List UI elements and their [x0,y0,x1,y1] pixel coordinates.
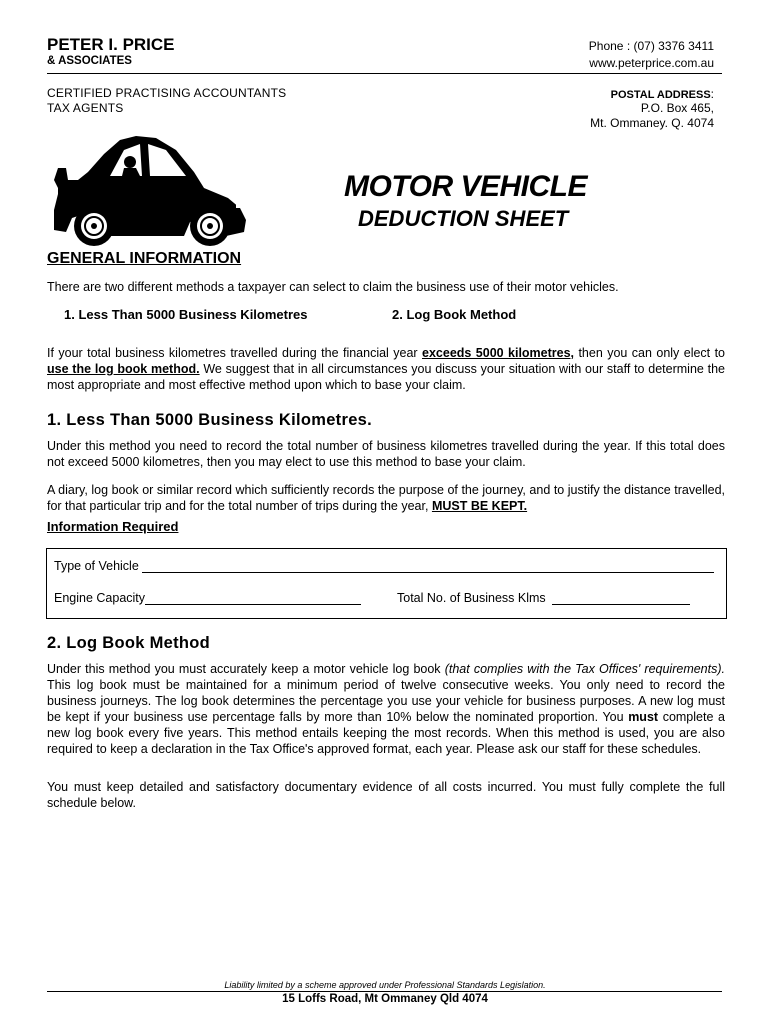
header-divider [47,73,722,74]
information-required-heading: Information Required [47,519,179,534]
general-intro: There are two different methods a taxpayer can select to claim the business use of their motor vehicles. [47,280,619,294]
section-one-paragraph: Under this method you need to record the total number of business kilometres travelled during the year. If this total does not exceed 5000 kilometres, then you may elect to use this method to base your claim. [47,439,725,469]
document-subtitle: DEDUCTION SHEET [358,206,569,231]
section-two-heading: 2. Log Book Method [47,634,211,652]
engine-capacity-field[interactable] [54,591,361,605]
total-business-klms-field[interactable] [397,591,690,605]
firm-name: PETER I. PRICE [47,35,175,54]
certification-line: CERTIFIED PRACTISING ACCOUNTANTS [47,86,287,100]
total-business-klms-label: Total No. of Business Klms [397,591,546,605]
phone-number: Phone : (07) 3376 3411 [588,39,714,53]
postal-box: P.O. Box 465, [640,101,714,115]
document-title: MOTOR VEHICLE [344,170,587,203]
engine-capacity-label: Engine Capacity [54,591,146,605]
footer-address: 15 Loffs Road, Mt Ommaney Qld 4074 [282,993,488,1005]
total-business-klms-line[interactable] [552,592,690,605]
footer-divider [47,991,722,992]
website: www.peterprice.com.au [589,56,714,70]
method-two-label: 2. Log Book Method [392,307,517,322]
tax-agents-line: TAX AGENTS [47,101,124,115]
liability-note: Liability limited by a scheme approved under Professional Standards Legislation. [224,980,546,990]
section-one-diary-paragraph: A diary, log book or similar record which sufficiently records the purpose of the journey, and to justify the distance travelled, for that particular trip and for the total number of trips during the year, MUST BE KEPT. [47,483,725,513]
section-two-paragraph: Under this method you must accurately keep a motor vehicle log book (that complies with the Tax Offices' requirements). This log book must be maintained for a minimum period of twelve consecutive weeks. You only need to record the business journeys. The log book determines the percentage you use your vehicle for business purposes. A new log must be kept if your business use percentage falls by more than 10% below the nominated proportion. You must complete a new log book every five years. This method entails keeping the most records. When this method is used, you are also required to keep a declaration in the Tax Office's approved format, each year. Please ask our staff for these schedules. [47,662,725,756]
firm-subtitle: & ASSOCIATES [47,55,132,67]
method-one-label: 1. Less Than 5000 Business Kilometres [64,307,308,322]
car-silhouette-icon [44,132,254,252]
postal-address-label: POSTAL ADDRESS: [610,87,714,101]
general-paragraph: If your total business kilometres travelled during the financial year exceeds 5000 kilometres, then you can only elect to use the log book method. We suggest that in all circumstances you discuss your situation with our staff to determine the most appropriate and most effective method upon which to base your claim. [47,346,725,392]
section-two-evidence-paragraph: You must keep detailed and satisfactory documentary evidence of all costs incurred. You must fully complete the full schedule below. [47,780,725,810]
engine-capacity-line[interactable] [145,592,361,605]
postal-suburb: Mt. Ommaney. Q. 4074 [590,116,714,130]
vehicle-info-box [46,548,727,619]
vehicle-type-label: Type of Vehicle [54,559,139,573]
general-information-heading: GENERAL INFORMATION [47,250,242,267]
vehicle-type-field[interactable] [54,559,714,573]
vehicle-type-line[interactable] [142,560,714,573]
section-one-heading: 1. Less Than 5000 Business Kilometres. [47,411,373,429]
